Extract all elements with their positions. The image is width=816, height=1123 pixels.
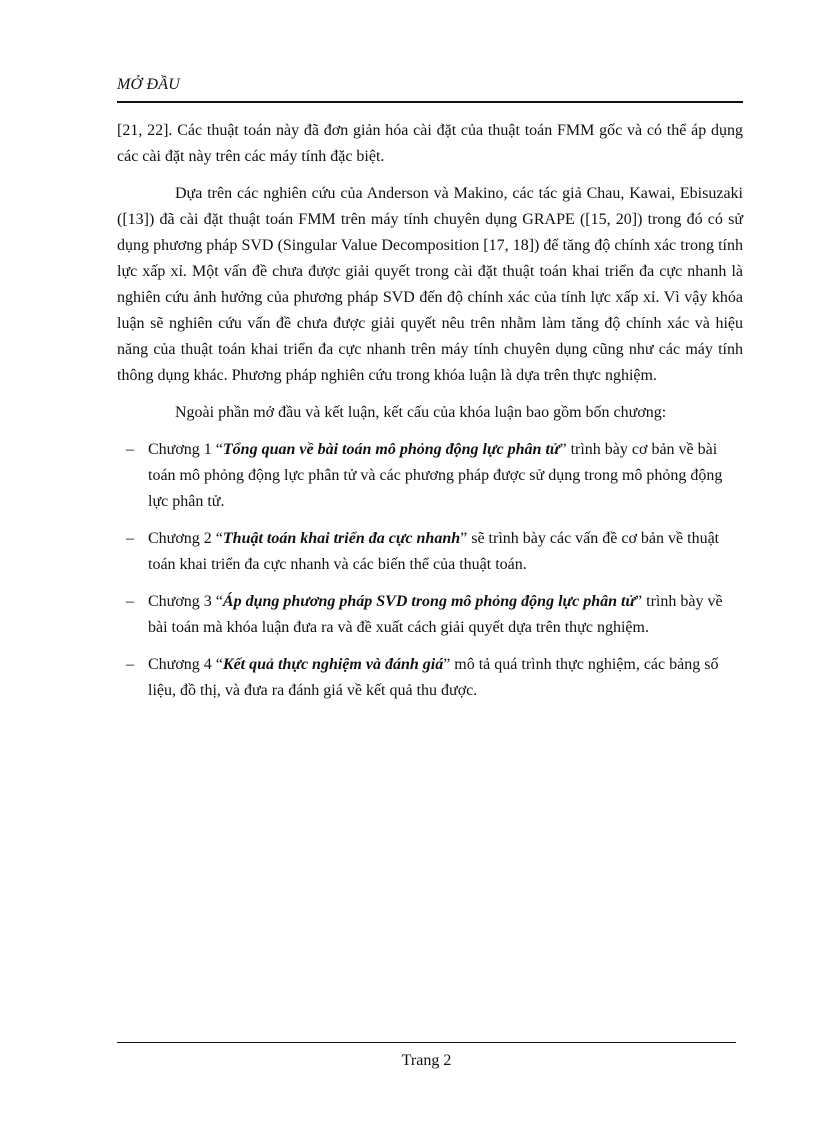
chapter-prefix: Chương 3 “ [148,593,223,610]
chapter-description: ” mô tả quá trình thực nghiệm, các bảng số liệu, đồ thị, và đưa ra đánh giá về kết quả thu được. [148,656,719,699]
paragraph-structure-intro: Ngoài phần mở đầu và kết luận, kết cấu của khóa luận bao gồm bốn chương: [175,404,667,421]
chapter-item-4 [117,652,743,704]
chapter-list [117,437,743,704]
list-dash: – [126,530,134,547]
header-rule [117,101,743,103]
footer-rule [117,1042,736,1043]
chapter-description: ” trình bày cơ bản về bài toán mô phỏng động lực phân tử và các phương pháp được sử dụng trong mô phỏng động lực phân tử. [148,441,723,510]
list-dash: – [126,593,134,610]
list-dash: – [126,441,134,458]
chapter-prefix: Chương 4 “ [148,656,223,673]
chapter-description: ” trình bày về bài toán mà khóa luận đưa ra và đề xuất cách giải quyết dựa trên thực nghiệm. [148,593,723,636]
chapter-title: Áp dụng phương pháp SVD trong mô phỏng động lực phân tử [222,593,636,610]
chapter-item-2 [117,526,743,578]
running-header: MỞ ĐẦU [117,76,180,93]
chapter-description: ” sẽ trình bày các vấn đề cơ bản về thuật toán khai triển đa cực nhanh và các biến thể của thuật toán. [148,530,720,573]
page-number: Trang 2 [401,1052,452,1069]
body-text [117,118,743,715]
chapter-title: Thuật toán khai triển đa cực nhanh [222,530,461,547]
chapter-prefix: Chương 2 “ [148,530,223,547]
chapter-title: Kết quả thực nghiệm và đánh giá [222,656,444,673]
chapter-title: Tổng quan về bài toán mô phỏng động lực phân tử [222,441,560,458]
paragraph-continuation: [21, 22]. Các thuật toán này đã đơn giản hóa cài đặt của thuật toán FMM gốc và có thể áp dụng các cài đặt này trên các máy tính đặc biệt. [117,122,743,165]
paragraph-background: Dựa trên các nghiên cứu của Anderson và Makino, các tác giả Chau, Kawai, Ebisuzaki ([13]) đã cài đặt thuật toán FMM trên máy tính chuyên dụng GRAPE ([15, 20]) trong đó có sử dụng phương pháp SVD (Singular Value Decomposition [17, 18]) để tăng độ chính xác trong tính lực xấp xỉ. Một vấn đề chưa được giải quyết trong cài đặt thuật toán khai triển đa cực nhanh là nghiên cứu ảnh hưởng của phương pháp SVD đến độ chính xác của tính lực xấp xỉ. Vì vậy khóa luận sẽ nghiên cứu vấn đề chưa được giải quyết nêu trên nhằm làm tăng độ chính xác và hiệu năng của thuật toán khai triển đa cực nhanh trên máy tính chuyên dụng cũng như các máy tính thông dụng khác. Phương pháp nghiên cứu trong khóa luận là dựa trên thực nghiệm. [117,185,743,384]
chapter-item-1 [117,437,743,515]
chapter-item-3 [117,589,743,641]
list-dash: – [126,656,134,673]
chapter-prefix: Chương 1 “ [148,441,223,458]
